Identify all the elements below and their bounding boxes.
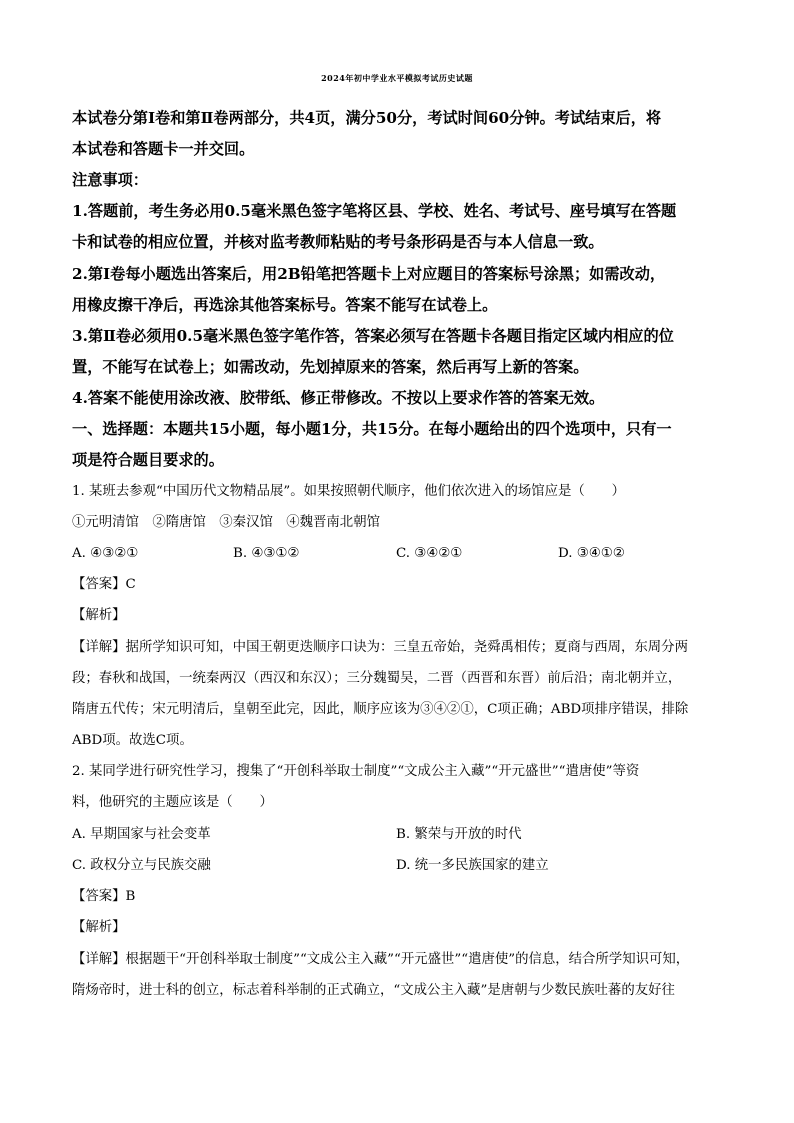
intro-line-1: 本试卷分第Ⅰ卷和第Ⅱ卷两部分，共4页，满分50分，考试时间60分钟。考试结束后，将 (72, 109, 662, 127)
notice-line-5: 3.第Ⅱ卷必须用0.5毫米黑色签字笔作答，答案必须写在答题卡各题目指定区域内相应的位 (72, 327, 674, 345)
q2-option-c: C. 政权分立与民族交融 (72, 858, 211, 873)
notice-line-3: 2.第Ⅰ卷每小题选出答案后，用2B铅笔把答题卡上对应题目的答案标号涂黑；如需改动， (72, 265, 666, 283)
q1-detail-4: ABD项。故选C项。 (72, 733, 193, 748)
q1-items: ①元明清馆 ②隋唐馆 ③秦汉馆 ④魏晋南北朝馆 (72, 515, 380, 530)
q1-answer: 【答案】C (72, 577, 136, 592)
notice-line-4: 用橡皮擦干净后，再选涂其他答案标号。答案不能写在试卷上。 (72, 296, 498, 314)
q1-option-a: A. ④③②① (72, 546, 139, 561)
q2-detail-2: 隋炀帝时，进士科的创立，标志着科举制的正式确立，“文成公主入藏”是唐朝与少数民族吐蕃的友好往 (72, 983, 675, 998)
q2-detail-1: 【详解】根据题干“开创科举取士制度”“文成公主入藏”“开元盛世”“遣唐使”的信息，结合所学知识可知， (72, 952, 690, 967)
q1-stem: 1. 某班去参观“中国历代文物精品展”。如果按照朝代顺序，他们依次进入的场馆应是（ ） (72, 484, 625, 499)
q1-detail-3: 隋唐五代传；宋元明清后，皇朝至此完，因此，顺序应该为③④②①，C项正确；ABD项排序错误，排除 (72, 702, 689, 717)
q2-stem-1: 2. 某同学进行研究性学习，搜集了“开创科举取士制度”“文成公主入藏”“开元盛世”“遣唐使”等资 (72, 764, 640, 779)
section-heading-2: 项是符合题目要求的。 (72, 451, 224, 469)
q2-option-d: D. 统一多民族国家的建立 (396, 858, 549, 873)
notice-line-7: 4.答案不能使用涂改液、胶带纸、修正带修改。不按以上要求作答的答案无效。 (72, 389, 605, 407)
q1-option-c: C. ③④②① (396, 546, 463, 561)
q2-stem-2: 料，他研究的主题应该是（ ） (72, 795, 273, 810)
section-heading-1: 一、选择题：本题共15小题，每小题1分，共15分。在每小题给出的四个选项中，只有一 (72, 420, 672, 438)
q1-detail-1: 【详解】据所学知识可知，中国王朝更迭顺序口诀为：三皇五帝始，尧舜禹相传；夏商与西周，东周分两 (72, 640, 688, 655)
q2-option-a: A. 早期国家与社会变革 (72, 827, 211, 842)
q1-option-d: D. ③④①② (558, 546, 625, 561)
notice-line-6: 置，不能写在试卷上；如需改动，先划掉原来的答案，然后再写上新的答案。 (72, 358, 589, 376)
q2-option-b: B. 繁荣与开放的时代 (396, 827, 522, 842)
intro-line-2: 本试卷和答题卡一并交回。 (72, 140, 255, 158)
q1-analysis: 【解析】 (72, 608, 126, 623)
page-title: 2024年初中学业水平模拟考试历史试题 (321, 73, 473, 83)
notice-line-1: 1.答题前，考生务必用0.5毫米黑色签字笔将区县、学校、姓名、考试号、座号填写在答题 (72, 202, 677, 220)
q1-option-b: B. ④③①② (233, 546, 300, 561)
q2-analysis: 【解析】 (72, 920, 126, 935)
notice-line-2: 卡和试卷的相应位置，并核对监考教师粘贴的考号条形码是否与本人信息一致。 (72, 233, 604, 251)
q1-detail-2: 段；春秋和战国，一统秦两汉（西汉和东汉）；三分魏蜀吴，二晋（西晋和东晋）前后沿；南北朝并立， (72, 671, 682, 686)
notice-heading: 注意事项： (72, 171, 148, 189)
q2-answer: 【答案】B (72, 889, 136, 904)
